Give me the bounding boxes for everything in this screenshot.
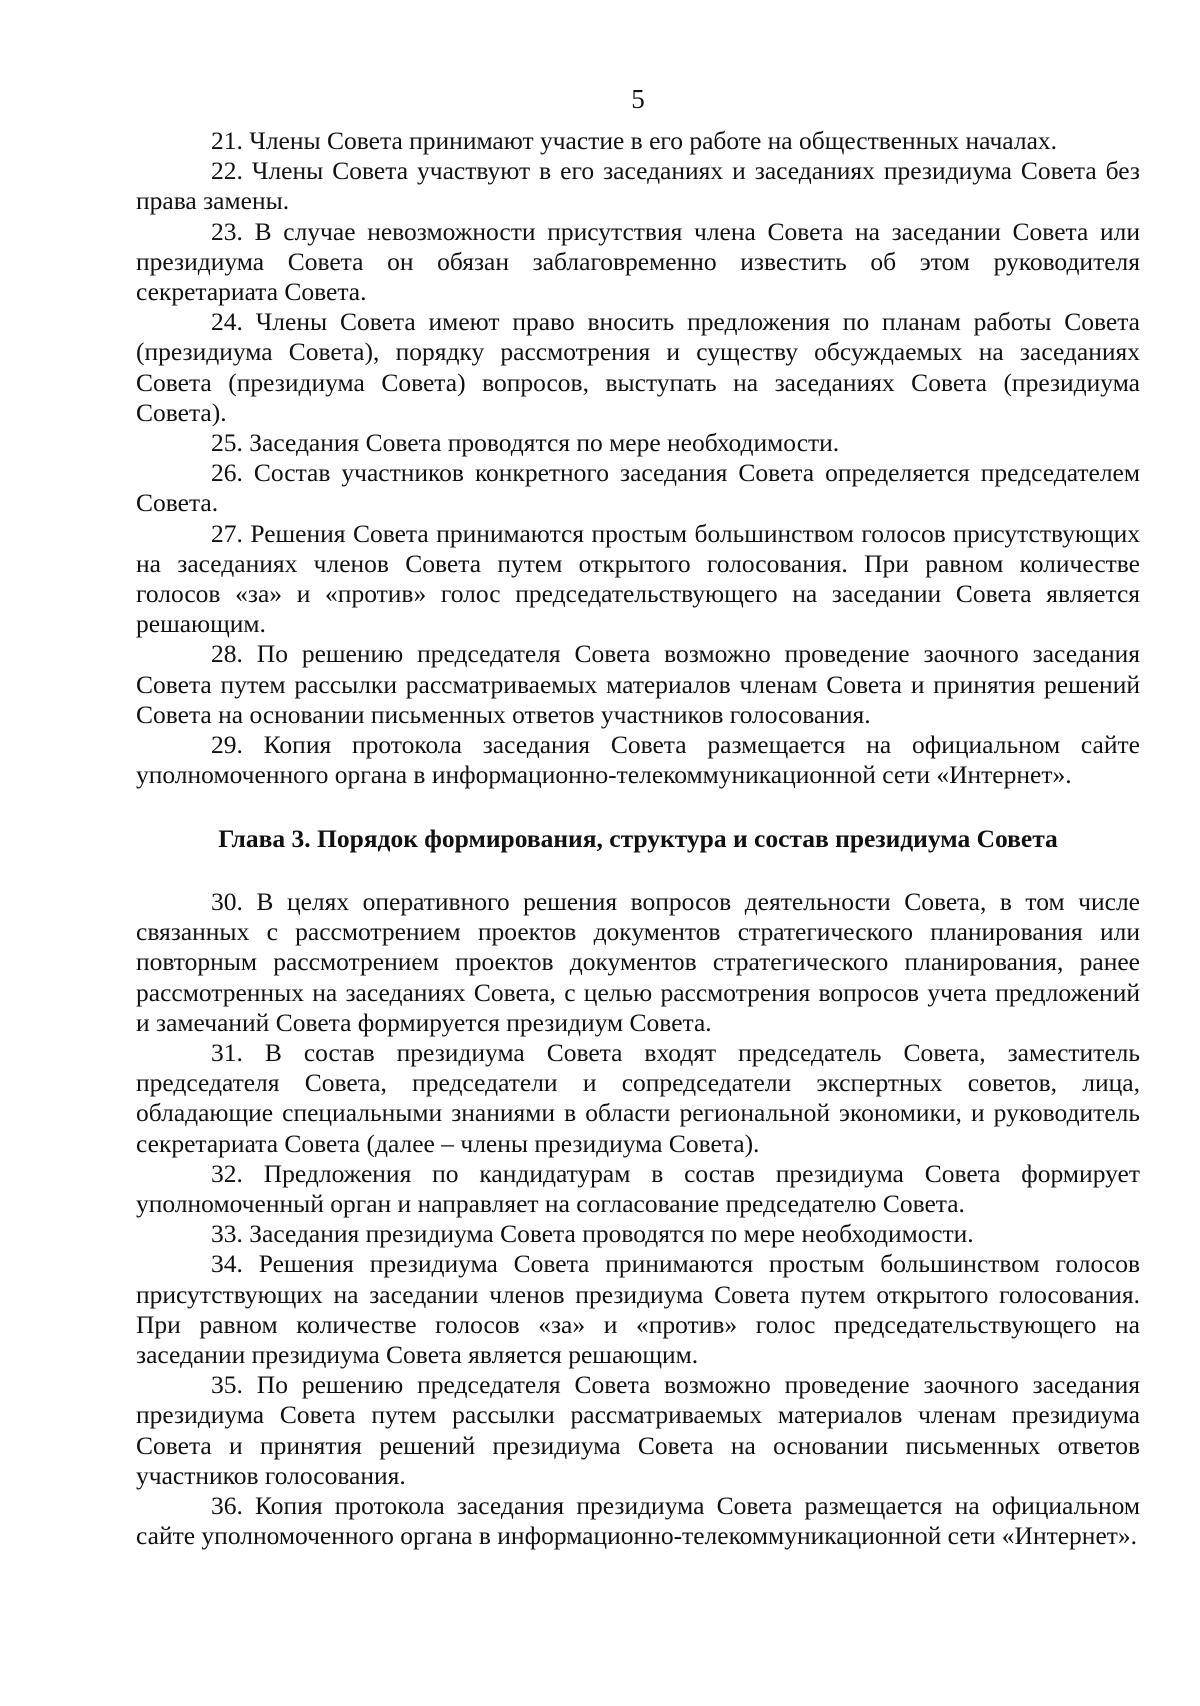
paragraph-36: 36. Копия протокола заседания президиума Совета размещается на официальном сайте уполномоченного органа в информационно-телекоммуникационной сети «Интернет». — [136, 1491, 1140, 1551]
paragraph-24: 24. Члены Совета имеют право вносить предложения по планам работы Совета (президиума Совета), порядку рассмотрения и существу обсуждаемых на заседаниях Совета (президиума Совета) вопросов, выступать на заседаниях Совета (президиума Совета). — [136, 307, 1140, 427]
paragraph-34: 34. Решения президиума Совета принимаются простым большинством голосов присутствующих на заседании членов президиума Совета путем открытого голосования. При равном количестве голосов «за» и «против» голос председательствующего на заседании президиума Совета является решающим. — [136, 1249, 1140, 1370]
paragraph-26: 26. Состав участников конкретного заседания Совета определяется председателем Совета. — [136, 458, 1140, 518]
paragraph-27: 27. Решения Совета принимаются простым большинством голосов присутствующих на заседаниях членов Совета путем открытого голосования. При равном количестве голосов «за» и «против» голос председательствующего на заседании Совета является решающим. — [136, 518, 1140, 639]
paragraph-30: 30. В целях оперативного решения вопросов деятельности Совета, в том числе связанных с рассмотрением проектов документов стратегического планирования или повторным рассмотрением проектов документов стратегического планирования, ранее рассмотренных на заседаниях Совета, с целью рассмотрения вопросов учета предложений и замечаний Совета формируется президиум Совета. — [136, 887, 1140, 1037]
paragraph-22: 22. Члены Совета участвуют в его заседаниях и заседаниях президиума Совета без права замены. — [136, 156, 1140, 216]
paragraph-35: 35. По решению председателя Совета возможно проведение заочного заседания президиума Совета путем рассылки рассматриваемых материалов членам президиума Совета и принятия решений президиума Совета на основании письменных ответов участников голосования. — [136, 1370, 1140, 1490]
paragraph-21: 21. Члены Совета принимают участие в его работе на общественных началах. — [211, 126, 1058, 155]
page-number: 5 — [631, 84, 645, 114]
section-text-after — [136, 887, 1140, 1551]
paragraph-31: 31. В состав президиума Совета входят председатель Совета, заместитель председателя Совета, председатели и сопредседатели экспертных советов, лица, обладающие специальными знаниями в области региональной экономики, и руководитель секретариата Совета (далее – члены президиума Совета). — [136, 1038, 1140, 1158]
paragraph-28: 28. По решению председателя Совета возможно проведение заочного заседания Совета путем рассылки рассматриваемых материалов членам Совета и принятия решений Совета на основании письменных ответов участников голосования. — [136, 639, 1140, 729]
paragraph-23: 23. В случае невозможности присутствия члена Совета на заседании Совета или президиума Совета он обязан заблаговременно известить об этом руководителя секретариата Совета. — [136, 216, 1140, 307]
paragraph-29: 29. Копия протокола заседания Совета размещается на официальном сайте уполномоченного органа в информационно-телекоммуникационной сети «Интернет». — [136, 730, 1140, 790]
paragraph-33: 33. Заседания президиума Совета проводятся по мере необходимости. — [211, 1219, 974, 1249]
chapter-heading: Глава 3. Порядок формирования, структура и состав президиума Совета — [218, 824, 1058, 853]
section-text-before — [136, 126, 1140, 790]
paragraph-32: 32. Предложения по кандидатурам в состав президиума Совета формирует уполномоченный орган и направляет на согласование председателю Совета. — [136, 1158, 1140, 1219]
paragraph-25: 25. Заседания Совета проводятся по мере необходимости. — [211, 428, 840, 458]
